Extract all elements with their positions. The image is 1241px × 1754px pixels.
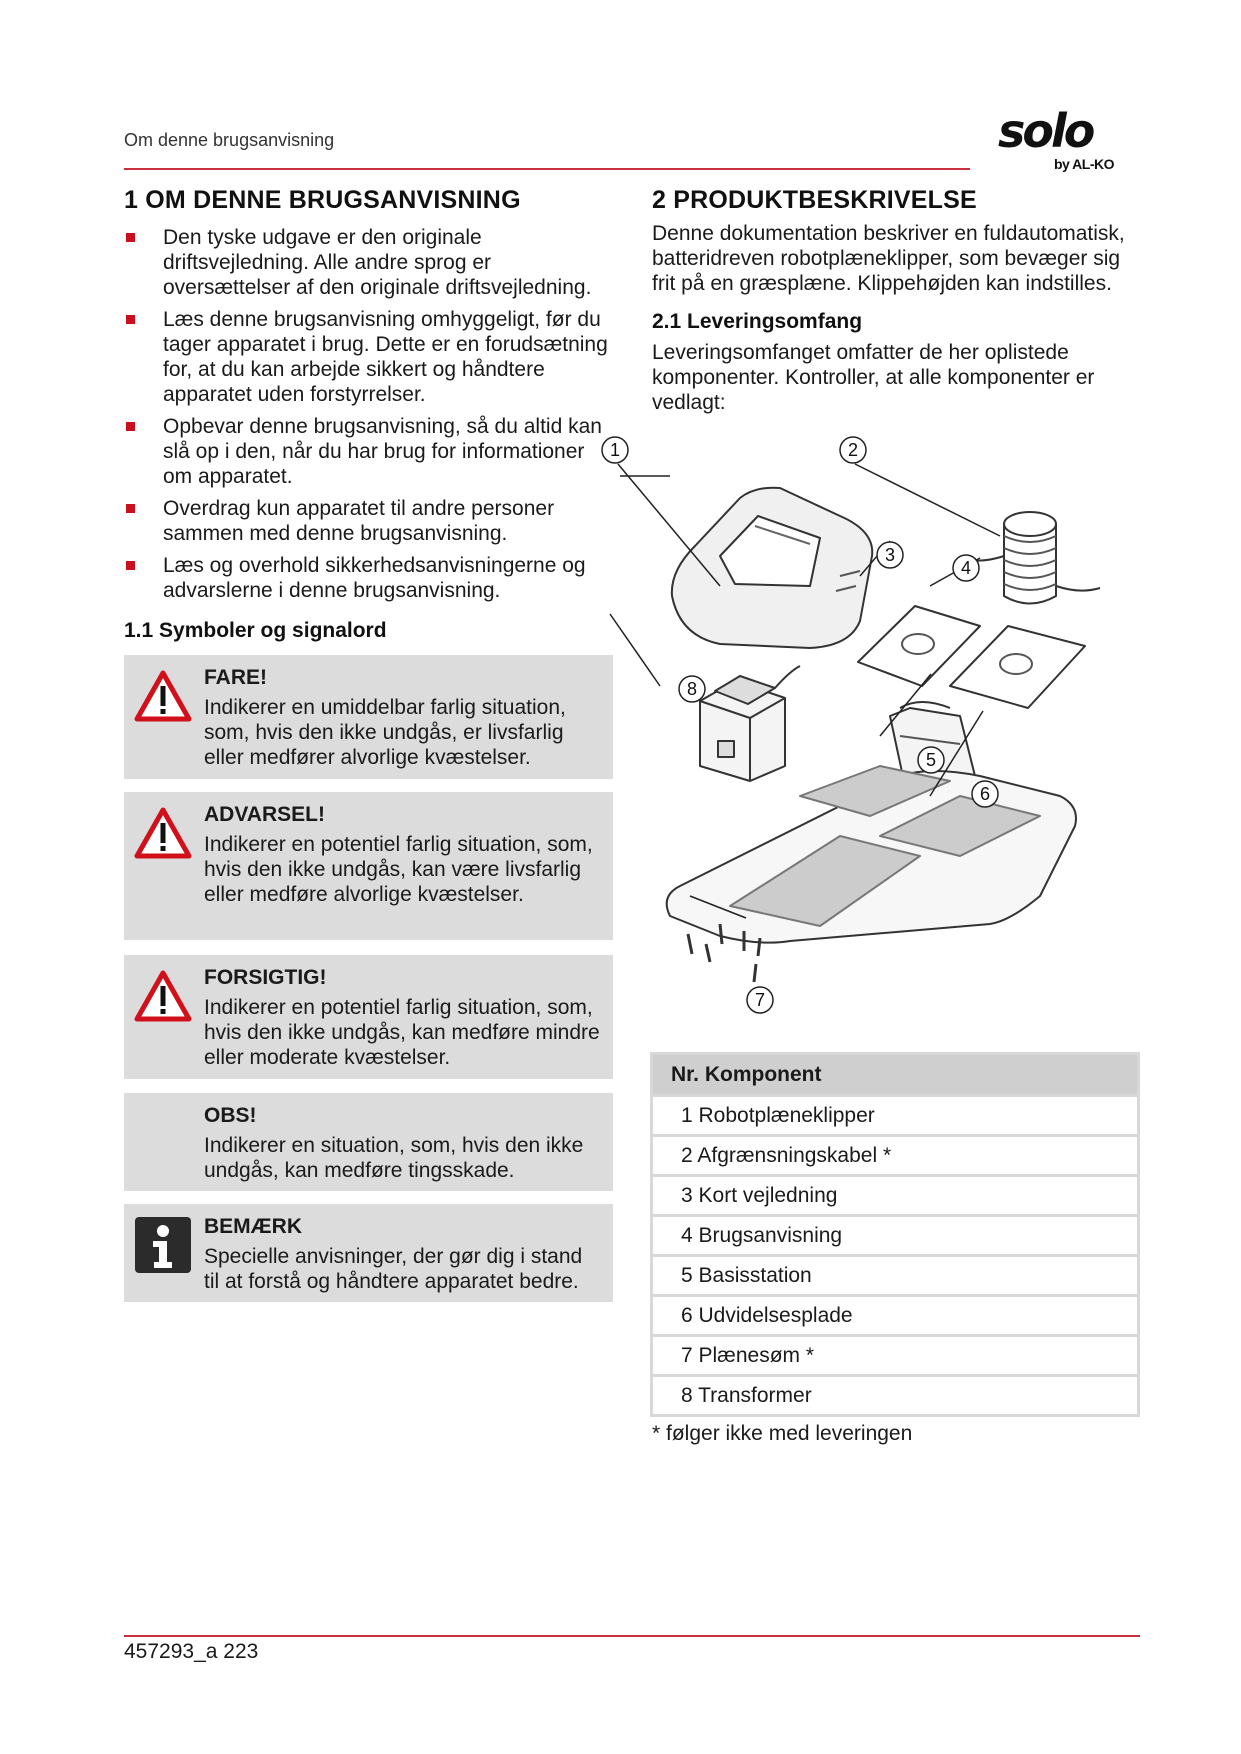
notice-text: Indikerer en potentiel farlig situation, som, hvis den ikke undgås, kan medføre mindre eller moderate kvæstelser. — [204, 996, 600, 1069]
table-header: Nr. Komponent — [653, 1055, 1137, 1097]
table-footnote: * følger ikke med leveringen — [652, 1422, 913, 1445]
info-icon — [134, 1216, 192, 1274]
notice-text: Indikerer en potentiel farlig situation, som, hvis den ikke undgås, kan være livsfarlig eller medføre alvorlige kvæstelser. — [204, 833, 593, 906]
logo-subline: by AL-KO — [1053, 156, 1114, 172]
manual-illustration — [950, 626, 1085, 708]
svg-text:4: 4 — [960, 558, 972, 578]
table-row: 2 Afgrænsningskabel * — [653, 1137, 1137, 1177]
bullet-square-icon — [126, 561, 135, 570]
table-row: 4 Brugsanvisning — [653, 1217, 1137, 1257]
section-2-intro: Denne dokumentation beskriver en fuldautomatisk, batteridreven robotplæneklipper, som bevæger sig frit på en græsplæne. Klippehøjden kan indstilles. — [652, 222, 1125, 295]
callout-8 — [679, 676, 705, 702]
notice-obs — [124, 1093, 613, 1191]
bullet-list — [124, 225, 614, 603]
table-row: 8 Transformer — [681, 1383, 812, 1407]
notice-danger — [124, 655, 613, 779]
notice-title: FORSIGTIG! — [204, 966, 327, 989]
callout-5 — [918, 747, 944, 773]
warning-triangle-icon — [134, 669, 192, 723]
components-table — [650, 1052, 1140, 1417]
list-item: Overdrag kun apparatet til andre personer sammen med denne brugsanvisning. — [124, 496, 614, 546]
section-1 — [124, 186, 614, 643]
list-item: Læs denne brugsanvisning omhyggeligt, før du tager apparatet i brug. Dette er en forudsætning for, at du kan arbejde sikkert og håndtere apparatet uden forstyrrelser. — [124, 307, 614, 407]
boundary-cable-illustration — [960, 512, 1100, 604]
list-item: Opbevar denne brugsanvisning, så du altid kan slå op i den, når du har brug for informationer om apparatet. — [124, 414, 614, 489]
footer-divider — [124, 1635, 1140, 1637]
notice-note — [124, 1204, 613, 1302]
table-row: 6 Udvidelsesplade — [653, 1297, 1137, 1337]
bullet-square-icon — [126, 422, 135, 431]
transformer-illustration — [700, 666, 800, 781]
notice-title: FARE! — [204, 666, 267, 689]
header-divider — [124, 168, 970, 170]
list-item: Læs og overhold sikkerhedsanvisningerne og advarslerne i denne brugsanvisning. — [124, 553, 614, 603]
notice-text: Indikerer en umiddelbar farlig situation, som, hvis den ikke undgås, er livsfarlig eller medfører alvorlige kvæstelser. — [204, 696, 566, 769]
svg-text:1: 1 — [609, 440, 621, 460]
notice-title: ADVARSEL! — [204, 803, 325, 826]
bullet-square-icon — [126, 233, 135, 242]
table-row: 1 Robotplæneklipper — [653, 1097, 1137, 1137]
list-item: Den tyske udgave er den originale driftsvejledning. Alle andre sprog er oversættelser af den originale driftsvejledning. — [124, 225, 614, 300]
callout-6 — [972, 781, 998, 807]
subsection-1-1-title: 1.1 Symboler og signalord — [124, 619, 387, 642]
svg-text:2: 2 — [847, 440, 859, 460]
subsection-2-1-title: 2.1 Leveringsomfang — [652, 310, 863, 333]
svg-text:7: 7 — [754, 990, 766, 1010]
section-2-title: 2 PRODUKTBESKRIVELSE — [652, 186, 977, 214]
table-row: 3 Kort vejledning — [653, 1177, 1137, 1217]
page-footer: 457293_a 223 — [124, 1640, 259, 1663]
mower-illustration — [672, 488, 872, 648]
logo-wordmark: solo — [998, 104, 1093, 158]
table-row: 5 Basisstation — [653, 1257, 1137, 1297]
notice-title: BEMÆRK — [204, 1215, 302, 1238]
svg-text:8: 8 — [686, 679, 698, 699]
notice-text: Specielle anvisninger, der gør dig i stand til at forstå og håndtere apparatet bedre. — [204, 1245, 583, 1293]
notice-caution — [124, 955, 613, 1079]
svg-text:3: 3 — [884, 545, 896, 565]
notice-warning — [124, 792, 613, 940]
bullet-square-icon — [126, 315, 135, 324]
callout-3 — [877, 542, 903, 568]
notice-text: Indikerer en situation, som, hvis den ikke undgås, kan medføre tingsskade. — [204, 1134, 584, 1182]
table-row: 7 Plænesøm * — [653, 1337, 1137, 1377]
subsection-2-1-text: Leveringsomfanget omfatter de her oplistede komponenter. Kontroller, at alle komponenter er vedlagt: — [652, 341, 1095, 414]
expansion-plate-illustration — [667, 766, 1076, 943]
bullet-square-icon — [126, 504, 135, 513]
callout-4 — [953, 555, 979, 581]
warning-triangle-icon — [134, 806, 192, 860]
notice-title: OBS! — [204, 1104, 257, 1127]
callout-2 — [840, 437, 866, 463]
callout-1 — [602, 437, 628, 463]
warning-triangle-icon — [134, 969, 192, 1023]
delivery-contents-figure — [609, 440, 1150, 1036]
section-2 — [652, 186, 1137, 415]
svg-text:5: 5 — [925, 750, 937, 770]
svg-text:6: 6 — [979, 784, 991, 804]
callout-7 — [747, 987, 773, 1013]
section-1-title: 1 OM DENNE BRUGSANVISNING — [124, 186, 521, 214]
brand-logo — [998, 104, 1118, 174]
running-header: Om denne brugsanvisning — [124, 130, 335, 150]
